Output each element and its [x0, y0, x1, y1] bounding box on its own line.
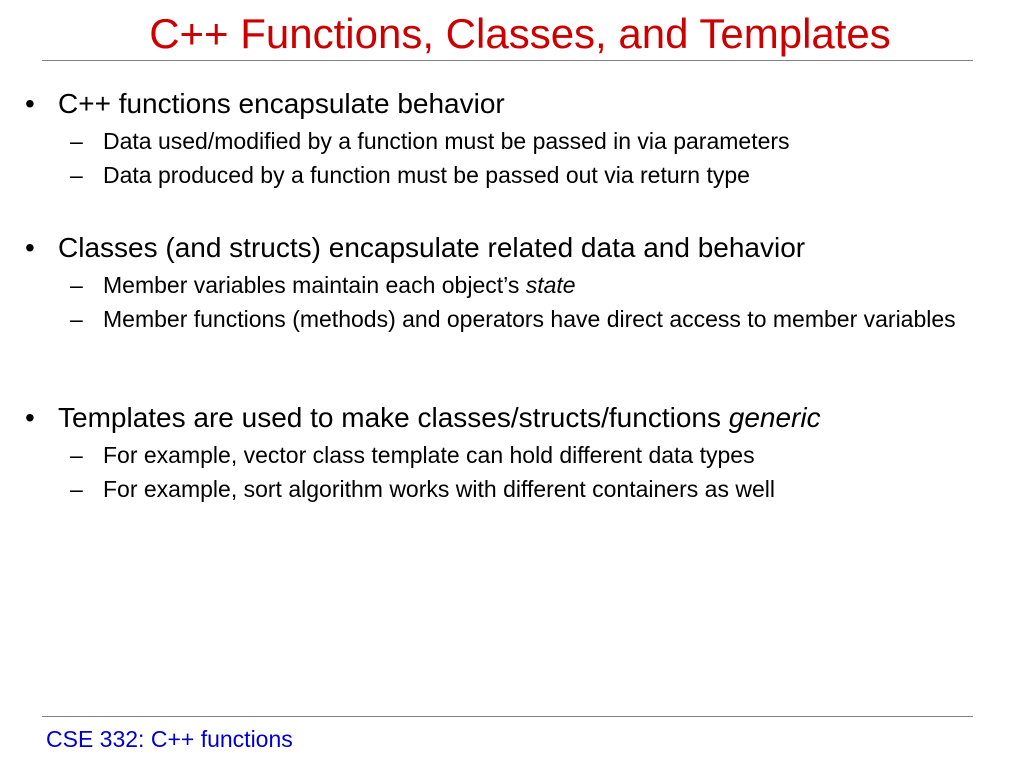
title-divider — [42, 60, 973, 61]
sub-bullet-glyph: – — [70, 442, 83, 468]
sub-bullet — [70, 442, 970, 469]
bullet-plain: Templates are used to make classes/structs/functions — [58, 402, 729, 433]
bullet-glyph: • — [25, 88, 35, 119]
sub-bullet-emphasis: state — [525, 272, 576, 298]
sub-bullet-text: Data used/modified by a function must be passed in via parameters — [103, 128, 790, 154]
bullet-glyph: • — [25, 402, 35, 433]
bullet-emphasis: generic — [728, 402, 821, 433]
footer-divider — [42, 716, 973, 717]
sub-bullet-text: Data produced by a function must be passed out via return type — [103, 162, 750, 188]
sub-bullet-text: For example, sort algorithm works with different containers as well — [103, 476, 775, 502]
sub-bullet — [70, 128, 970, 155]
sub-bullet-glyph: – — [70, 162, 83, 188]
sub-bullet-text — [103, 272, 970, 299]
sub-bullet-glyph: – — [70, 272, 83, 298]
bullet-glyph: • — [25, 232, 35, 263]
sub-bullet-text: For example, vector class template can hold different data types — [103, 442, 755, 468]
bullet-text: Classes (and structs) encapsulate related data and behavior — [58, 232, 806, 263]
slide-title: C++ Functions, Classes, and Templates — [149, 10, 891, 57]
sub-bullet-text: Member functions (methods) and operators have direct access to member variables — [103, 306, 956, 332]
sub-bullet-glyph: – — [70, 128, 83, 154]
sub-bullet — [70, 272, 970, 299]
bullet-text — [58, 402, 821, 434]
sub-bullet-plain: Member variables maintain each object’s — [103, 272, 526, 298]
sub-bullet — [70, 476, 970, 503]
sub-bullet-glyph: – — [70, 306, 83, 332]
sub-bullet — [70, 162, 970, 189]
bullet-text: C++ functions encapsulate behavior — [58, 88, 505, 119]
sub-bullet-glyph: – — [70, 476, 83, 502]
sub-bullet — [70, 306, 970, 333]
footer-course-label: CSE 332: C++ functions — [46, 726, 293, 752]
